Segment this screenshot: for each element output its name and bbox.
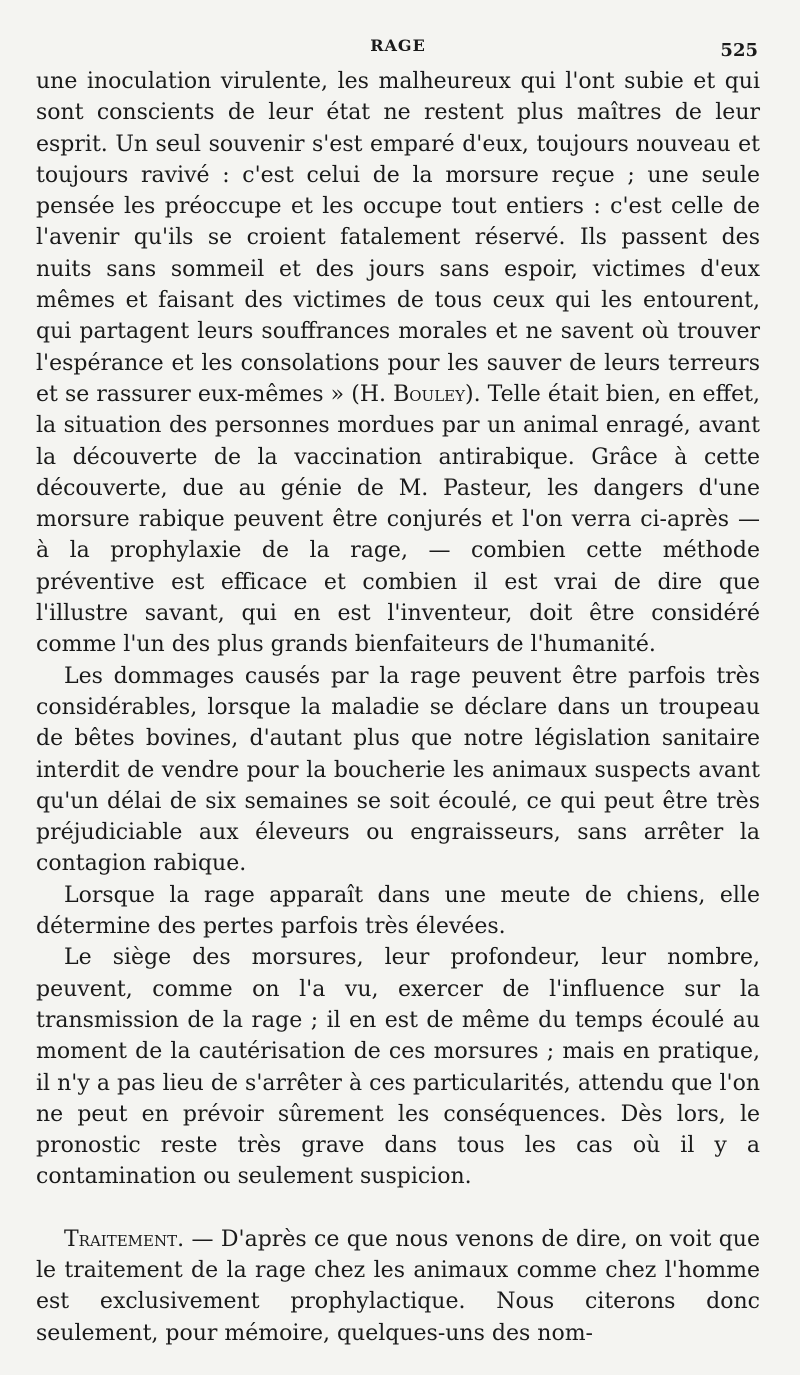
running-header [36, 30, 760, 66]
paragraph-text: ). Telle était bien, en effet, la situation des personnes mordues par un animal enragé, avant la découverte de la vaccination antirabique. Grâce à cette découverte, due au génie de M. Pasteur, les dangers d'une morsure rabique peuvent être conjurés et l'on verra ci-après — à la prophylaxie de la rage, — combien cette méthode préventive est efficace et combien il est vrai de dire que l'illustre savant, qui en est l'inventeur, doit être considéré comme l'un des plus grands bienfaiteurs de l'humanité. [36, 381, 760, 658]
heading-dash: — [184, 1226, 221, 1252]
paragraph-text: une inoculation virulente, les malheureux qui l'ont subie et qui sont conscients de leur état ne restent plus maîtres de leur esprit. Un seul souvenir s'est emparé d'eux, toujours nouveau et toujours ravivé : c'est celui de la morsure reçue ; une seule pensée les préoccupe et les occupe tout entiers : c'est celle de l'avenir qu'ils se croient fatalement réservé. Ils passent des nuits sans sommeil et des jours sans espoir, victimes d'eux mêmes et faisant des victimes de tous ceux qui les entourent, qui partagent leurs souffrances morales et ne savent où trouver l'espérance et les consolations pour les sauver de leurs terreurs et se rassurer eux-mêmes » (H. [36, 69, 760, 407]
body-text [36, 66, 760, 1349]
section-paragraph [36, 1224, 760, 1349]
paragraph: Le siège des morsures, leur profondeur, leur nombre, peuvent, comme on l'a vu, exercer de l'influence sur la transmission de la rage ; il en est de même du temps écoulé au moment de la cautérisation de ces morsures ; mais en pratique, il n'y a pas lieu de s'arrêter à ces particularités, attendu que l'on ne peut en prévoir sûrement les conséquences. Dès lors, le pronostic reste très grave dans tous les cas où il y a contamination ou seulement suspicion. [36, 945, 760, 1190]
paragraph-continuation [36, 66, 760, 661]
author-name: Bouley [393, 381, 466, 407]
page-number: 525 [720, 40, 758, 61]
running-title: RAGE [370, 36, 426, 55]
section-text: D'après ce que nous venons de dire, on voit que le traitement de la rage chez les animaux comme chez l'homme est exclusivement prophylactique. Nous citerons donc seulement, pour mémoire, quelques-uns des nom- [36, 1226, 760, 1346]
paragraph: Lorsque la rage apparaît dans une meute de chiens, elle détermine des pertes parfois très élevées. [36, 882, 760, 940]
paragraph: Les dommages causés par la rage peuvent être parfois très considérables, lorsque la maladie se déclare dans un troupeau de bêtes bovines, d'autant plus que notre législation sanitaire interdit de vendre pour la boucherie les animaux suspects avant qu'un délai de six semaines se soit écoulé, ce qui peut être très préjudiciable aux éleveurs ou engraisseurs, sans arrêter la contagion rabique. [36, 663, 760, 877]
section-heading: Traitement. [64, 1226, 185, 1252]
section-spacer [36, 1193, 760, 1224]
